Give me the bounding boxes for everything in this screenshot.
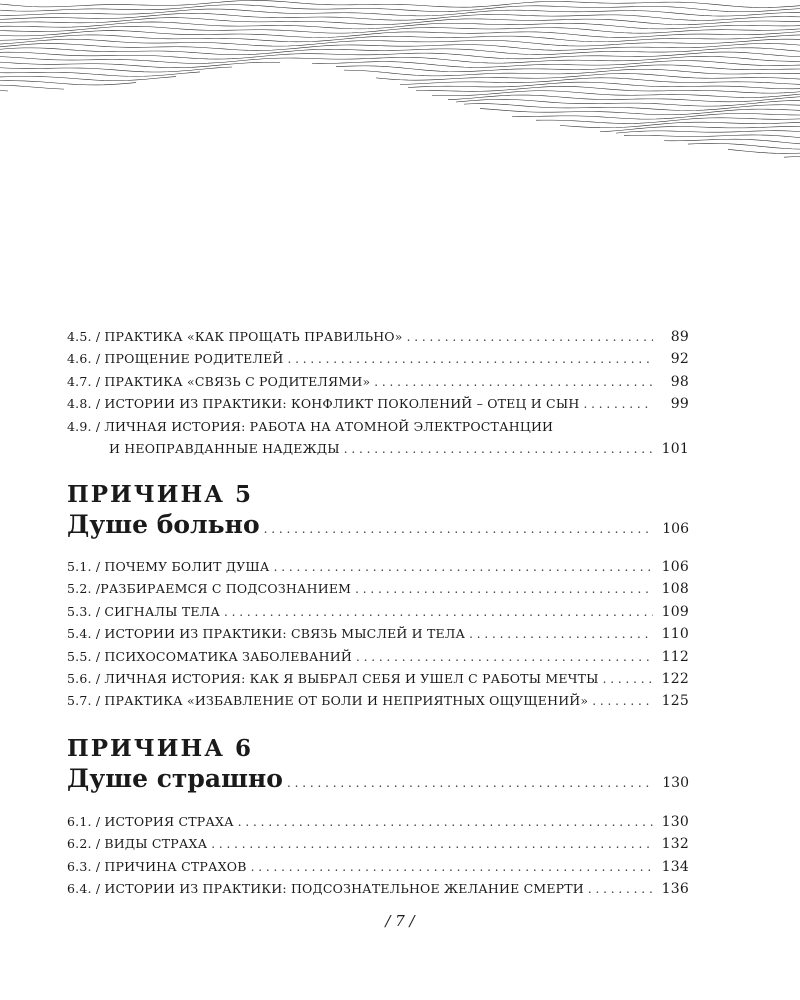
toc-section-6 [67,811,689,901]
leader-dots [592,690,653,712]
toc-entry-line: И НЕОПРАВДАННЫЕ НАДЕЖДЫ . . . 101 [67,438,689,460]
leader-dots [407,326,653,348]
leader-dots [588,878,653,900]
page-ref: 89 [670,329,689,345]
leader-dots [356,646,653,668]
toc-entry[interactable]: 6.3. / ПРИЧИНА СТРАХОВ . . . 134 [67,856,689,878]
wave-line [664,139,800,144]
toc-entry[interactable]: 5.3. / СИГНАЛЫ ТЕЛА . . . 109 [67,601,689,623]
wave-line [448,95,800,102]
page-ref: 99 [670,396,689,413]
wave-line [560,122,800,128]
wave-line [0,86,800,93]
leader-dots [287,776,653,790]
leader-dots [238,811,653,833]
toc-section-4-continued [67,326,689,460]
wave-line [432,91,800,98]
wave-line [0,56,800,63]
page-ref: 132 [661,836,689,853]
toc-entry[interactable]: 4.8. / ИСТОРИИ ИЗ ПРАКТИКИ: КОНФЛИКТ ПОКОЛЕНИЙ – ОТЕЦ И СЫН . . . 99 [67,393,689,415]
wave-line [624,135,800,138]
wave-line [728,149,800,153]
chapter-label: ПРИЧИНА 5 [67,481,253,508]
page-ref: 125 [661,693,689,710]
leader-dots [603,668,653,690]
chapter-6 [67,735,689,795]
page-ref: 136 [661,881,689,898]
wave-line [0,43,800,50]
page-ref: 112 [661,648,689,665]
wave-line [0,82,800,89]
toc-section-5 [67,556,689,713]
wave-line [0,22,800,29]
page-ref: 122 [661,671,689,688]
page-ref: 92 [670,351,689,368]
toc-entry[interactable]: 5.4. / ИСТОРИИ ИЗ ПРАКТИКИ: СВЯЗЬ МЫСЛЕЙ И ТЕЛА . . . 110 [67,623,689,645]
wave-line [0,35,800,42]
chapter-5 [67,481,689,541]
chapter-title-row[interactable] [67,763,689,795]
leader-dots [288,348,654,370]
leader-dots [211,833,653,855]
leader-dots [469,623,653,645]
wave-line [0,61,800,68]
leader-dots [264,522,653,536]
page-ref: 108 [661,581,689,598]
page-ref: 106 [662,521,689,537]
toc-entry[interactable]: 5.5. / ПСИХОСОМАТИКА ЗАБОЛЕВАНИЙ . . . 112 [67,646,689,668]
leader-dots [355,578,653,600]
wave-line [0,52,800,59]
leader-dots [583,393,653,415]
toc-entry-line: 4.9. / ЛИЧНАЯ ИСТОРИЯ: РАБОТА НА АТОМНОЙ ЭЛЕКТРОСТАНЦИИ [67,418,554,434]
wave-line [0,78,800,85]
chapter-title: Душе больно [67,510,260,539]
wave-line [616,131,800,133]
wave-line [0,5,800,12]
page-ref: 101 [661,441,689,458]
toc-entry[interactable]: 5.6. / ЛИЧНАЯ ИСТОРИЯ: КАК Я ВЫБРАЛ СЕБЯ И УШЕЛ С РАБОТЫ МЕЧТЫ . . . 122 [67,668,689,690]
toc-entry[interactable]: 5.7. / ПРАКТИКА «ИЗБАВЛЕНИЕ ОТ БОЛИ И НЕПРИЯТНЫХ ОЩУЩЕНИЙ» . . . 125 [67,690,689,712]
wave-line [0,9,800,16]
page-ref: 134 [661,858,689,875]
leader-dots [224,601,653,623]
page-ref: 130 [662,775,689,791]
leader-dots [374,371,653,393]
page-ref: 109 [661,603,689,620]
wave-line [0,13,800,20]
toc-entry[interactable]: 4.6. / ПРОЩЕНИЕ РОДИТЕЛЕЙ . . . 92 [67,348,689,370]
toc-entry[interactable]: 5.1. / ПОЧЕМУ БОЛИТ ДУША . . . 106 [67,556,689,578]
page-ref: 106 [661,559,689,575]
wave-line [784,156,800,157]
wave-line [688,143,800,149]
toc-entry[interactable]: 4.7. / ПРАКТИКА «СВЯЗЬ С РОДИТЕЛЯМИ» . . . 98 [67,371,689,393]
toc-entry[interactable]: 4.5. / ПРАКТИКА «КАК ПРОЩАТЬ ПРАВИЛЬНО» . . . 89 [67,326,689,348]
chapter-title-row[interactable] [67,509,689,541]
wave-line [0,74,800,81]
toc-entry[interactable]: 6.1. / ИСТОРИЯ СТРАХА . . . 130 [67,811,689,833]
chapter-title: Душе страшно [67,764,283,793]
leader-dots [251,856,653,878]
wave-line [0,0,800,7]
page-ref: 98 [670,373,689,390]
toc-entry[interactable]: 6.4. / ИСТОРИИ ИЗ ПРАКТИКИ: ПОДСОЗНАТЕЛЬНОЕ ЖЕЛАНИЕ СМЕРТИ . . . 136 [67,878,689,900]
wave-line [456,99,800,106]
wave-line [0,39,800,46]
toc-entry[interactable]: 5.2. /РАЗБИРАЕМСЯ С ПОДСОЗНАНИЕМ . . . 108 [67,578,689,600]
chapter-label: ПРИЧИНА 6 [67,735,253,762]
page-ref: 110 [661,626,689,643]
leader-dots [344,438,653,460]
toc-entry-multiline[interactable] [67,416,689,461]
page-number: / 7 / [385,912,415,930]
wave-lines-decoration [0,0,800,205]
page-ref: 130 [661,814,689,830]
leader-dots [274,556,653,578]
toc-entry[interactable]: 6.2. / ВИДЫ СТРАХА . . . 132 [67,833,689,855]
